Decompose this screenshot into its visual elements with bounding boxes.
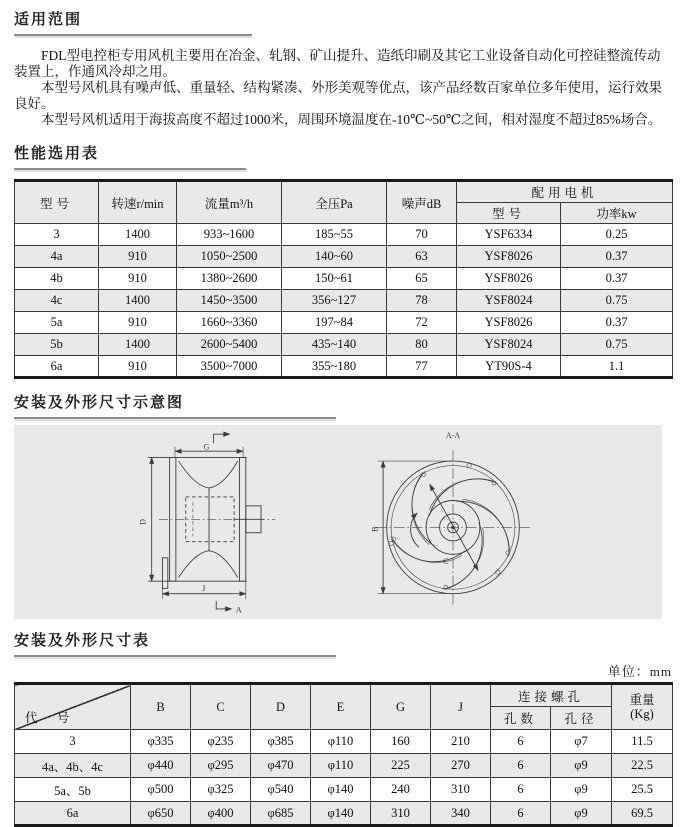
- dimensions-heading: 安装及外形尺寸表: [14, 631, 151, 649]
- cell-motor_power: 0.37: [561, 312, 673, 334]
- cell-code: 6a: [15, 802, 131, 826]
- dim-label-J: J: [202, 584, 206, 594]
- cell-noise: 77: [387, 356, 457, 378]
- col-E: E: [311, 684, 371, 730]
- cell-speed: 910: [99, 356, 177, 378]
- cell-flow: 1380~2600: [177, 268, 282, 290]
- cell-c: φ235: [191, 730, 251, 754]
- cell-speed: 1400: [99, 290, 177, 312]
- scope-paragraphs: [14, 48, 672, 128]
- cell-speed: 1400: [99, 334, 177, 356]
- cell-j: 210: [431, 730, 491, 754]
- cell-code: 3: [15, 730, 131, 754]
- cell-motor_power: 0.25: [561, 224, 673, 246]
- dim-label-C: C: [443, 557, 449, 567]
- cell-pressure: 185~55: [282, 224, 387, 246]
- cell-flow: 2600~5400: [177, 334, 282, 356]
- scope-paragraph-2: 本型号风机具有噪声低、重量轻、结构紧凑、外形美观等优点，该产品经数百家单位多年使用，运行效果良好。: [14, 80, 662, 111]
- section-label-A: A: [235, 605, 242, 615]
- cell-speed: 1400: [99, 224, 177, 246]
- fan-side-view-drawing: [125, 427, 311, 617]
- cell-noise: 63: [387, 246, 457, 268]
- table-row: [15, 356, 673, 378]
- cell-motor_model: YSF8024: [457, 290, 561, 312]
- col-holes-group: 连接螺孔: [491, 684, 612, 707]
- cell-g: 225: [371, 754, 431, 778]
- cell-motor_model: YSF8026: [457, 312, 561, 334]
- col-hole-count: 孔数: [491, 707, 551, 730]
- cell-flow: 933~1600: [177, 224, 282, 246]
- table-row: [15, 312, 673, 334]
- table-row: [15, 778, 673, 802]
- cell-model: 4b: [15, 268, 99, 290]
- heading-rule: [14, 168, 246, 170]
- cell-pressure: 356~127: [282, 290, 387, 312]
- cell-pressure: 140~60: [282, 246, 387, 268]
- cell-model: 5a: [15, 312, 99, 334]
- cell-motor_power: 0.37: [561, 268, 673, 290]
- cell-b: φ440: [131, 754, 191, 778]
- col-J: J: [431, 684, 491, 730]
- cell-b: φ650: [131, 802, 191, 826]
- section-diagram: [14, 391, 672, 619]
- cell-model: 4a: [15, 246, 99, 268]
- col-motor-power: 功率kw: [561, 203, 673, 224]
- col-flow: 流量m³/h: [177, 181, 282, 224]
- cell-motor_model: YSF8026: [457, 268, 561, 290]
- col-hole-dia: 孔径: [551, 707, 612, 730]
- cell-speed: 910: [99, 312, 177, 334]
- cell-weight: 11.5: [612, 730, 673, 754]
- cell-g: 310: [371, 802, 431, 826]
- cell-d: φ385: [251, 730, 311, 754]
- cell-b: φ335: [131, 730, 191, 754]
- cell-b: φ500: [131, 778, 191, 802]
- cell-flow: 1450~3500: [177, 290, 282, 312]
- diagram-panel: [14, 425, 662, 619]
- cell-noise: 72: [387, 312, 457, 334]
- cell-hole_dia: φ9: [551, 754, 612, 778]
- cell-pressure: 150~61: [282, 268, 387, 290]
- table-row: [15, 268, 673, 290]
- cell-noise: 65: [387, 268, 457, 290]
- cell-g: 160: [371, 730, 431, 754]
- cell-flow: 1050~2500: [177, 246, 282, 268]
- cell-hole_count: 6: [491, 754, 551, 778]
- cell-hole_count: 6: [491, 802, 551, 826]
- col-pressure: 全压Pa: [282, 181, 387, 224]
- col-motor-model: 型号: [457, 203, 561, 224]
- cell-weight: 69.5: [612, 802, 673, 826]
- cell-code: 4a、4b、4c: [15, 754, 131, 778]
- cell-pressure: 435~140: [282, 334, 387, 356]
- fan-section-view-drawing: [355, 427, 551, 617]
- performance-table-body: [15, 224, 673, 378]
- cell-hole_count: 6: [491, 778, 551, 802]
- col-speed: 转速r/min: [99, 181, 177, 224]
- col-G: G: [371, 684, 431, 730]
- section-scope: [14, 8, 672, 128]
- col-D: D: [251, 684, 311, 730]
- cell-code: 5a、5b: [15, 778, 131, 802]
- cell-d: φ540: [251, 778, 311, 802]
- cell-flow: 3500~7000: [177, 356, 282, 378]
- cell-noise: 70: [387, 224, 457, 246]
- dim-label-G: G: [203, 442, 210, 452]
- table-row: [15, 754, 673, 778]
- dimensions-table: [14, 682, 673, 827]
- section-performance: [14, 142, 672, 379]
- performance-heading: 性能选用表: [14, 144, 100, 162]
- section-title: A-A: [445, 430, 461, 440]
- cell-j: 340: [431, 802, 491, 826]
- cell-hole_dia: φ9: [551, 778, 612, 802]
- cell-noise: 80: [387, 334, 457, 356]
- dimensions-table-body: [15, 730, 673, 826]
- impeller-blades: [391, 459, 522, 589]
- table-row: [15, 730, 673, 754]
- cell-c: φ295: [191, 754, 251, 778]
- table-row: [15, 290, 673, 312]
- cell-e: φ110: [311, 754, 371, 778]
- dim-label-B: B: [370, 526, 380, 532]
- cell-motor_model: YSF8026: [457, 246, 561, 268]
- cell-model: 5b: [15, 334, 99, 356]
- unit-note: 单位：mm: [607, 664, 672, 679]
- cell-g: 240: [371, 778, 431, 802]
- cell-model: 4c: [15, 290, 99, 312]
- cell-model: 3: [15, 224, 99, 246]
- cell-e: φ140: [311, 778, 371, 802]
- col-noise: 噪声dB: [387, 181, 457, 224]
- cell-weight: 25.5: [612, 778, 673, 802]
- cell-motor_power: 1.1: [561, 356, 673, 378]
- performance-table-header: [15, 181, 673, 224]
- scope-paragraph-3: 本型号风机适用于海拔高度不超过1000米，周围环境温度在-10℃~50℃之间，相对湿度不超过85%场合。: [41, 112, 662, 127]
- col-weight: 重量 (Kg): [612, 684, 673, 730]
- col-B: B: [131, 684, 191, 730]
- section-dimensions: [14, 629, 672, 827]
- table-row: [15, 224, 673, 246]
- table-row: [15, 802, 673, 826]
- scope-heading: 适用范围: [14, 10, 83, 28]
- cell-speed: 910: [99, 246, 177, 268]
- cell-flow: 1660~3360: [177, 312, 282, 334]
- diagram-heading: 安装及外形尺寸示意图: [14, 393, 185, 411]
- table-row: [15, 246, 673, 268]
- cell-e: φ140: [311, 802, 371, 826]
- col-code: 代 号: [15, 684, 131, 730]
- performance-table: [14, 179, 673, 379]
- cell-model: 6a: [15, 356, 99, 378]
- cell-noise: 78: [387, 290, 457, 312]
- cell-motor_power: 0.75: [561, 334, 673, 356]
- cell-hole_dia: φ7: [551, 730, 612, 754]
- dim-label-D: D: [138, 519, 148, 525]
- cell-motor_model: YT90S-4: [457, 356, 561, 378]
- cell-c: φ325: [191, 778, 251, 802]
- heading-rule: [14, 417, 336, 419]
- cell-motor_power: 0.37: [561, 246, 673, 268]
- cell-motor_power: 0.75: [561, 290, 673, 312]
- dimensions-table-header: [15, 684, 673, 730]
- cell-hole_dia: φ9: [551, 802, 612, 826]
- cell-hole_count: 6: [491, 730, 551, 754]
- col-C: C: [191, 684, 251, 730]
- cell-e: φ110: [311, 730, 371, 754]
- cell-weight: 22.5: [612, 754, 673, 778]
- cell-pressure: 355~180: [282, 356, 387, 378]
- table-row: [15, 334, 673, 356]
- heading-rule: [14, 655, 336, 657]
- cell-speed: 910: [99, 268, 177, 290]
- cell-d: φ470: [251, 754, 311, 778]
- cell-pressure: 197~84: [282, 312, 387, 334]
- scope-paragraph-1: FDL型电控柜专用风机主要用在冶金、轧钢、矿山提升、造纸印刷及其它工业设备自动化可控硅整流传动装置上，作通风冷却之用。: [14, 48, 661, 79]
- cell-motor_model: YSF6334: [457, 224, 561, 246]
- cell-c: φ400: [191, 802, 251, 826]
- col-motor-group: 配用电机: [457, 181, 673, 203]
- col-model: 型号: [15, 181, 99, 224]
- heading-rule: [14, 34, 252, 36]
- cell-j: 310: [431, 778, 491, 802]
- cell-motor_model: YSF8024: [457, 334, 561, 356]
- cell-j: 270: [431, 754, 491, 778]
- cell-d: φ685: [251, 802, 311, 826]
